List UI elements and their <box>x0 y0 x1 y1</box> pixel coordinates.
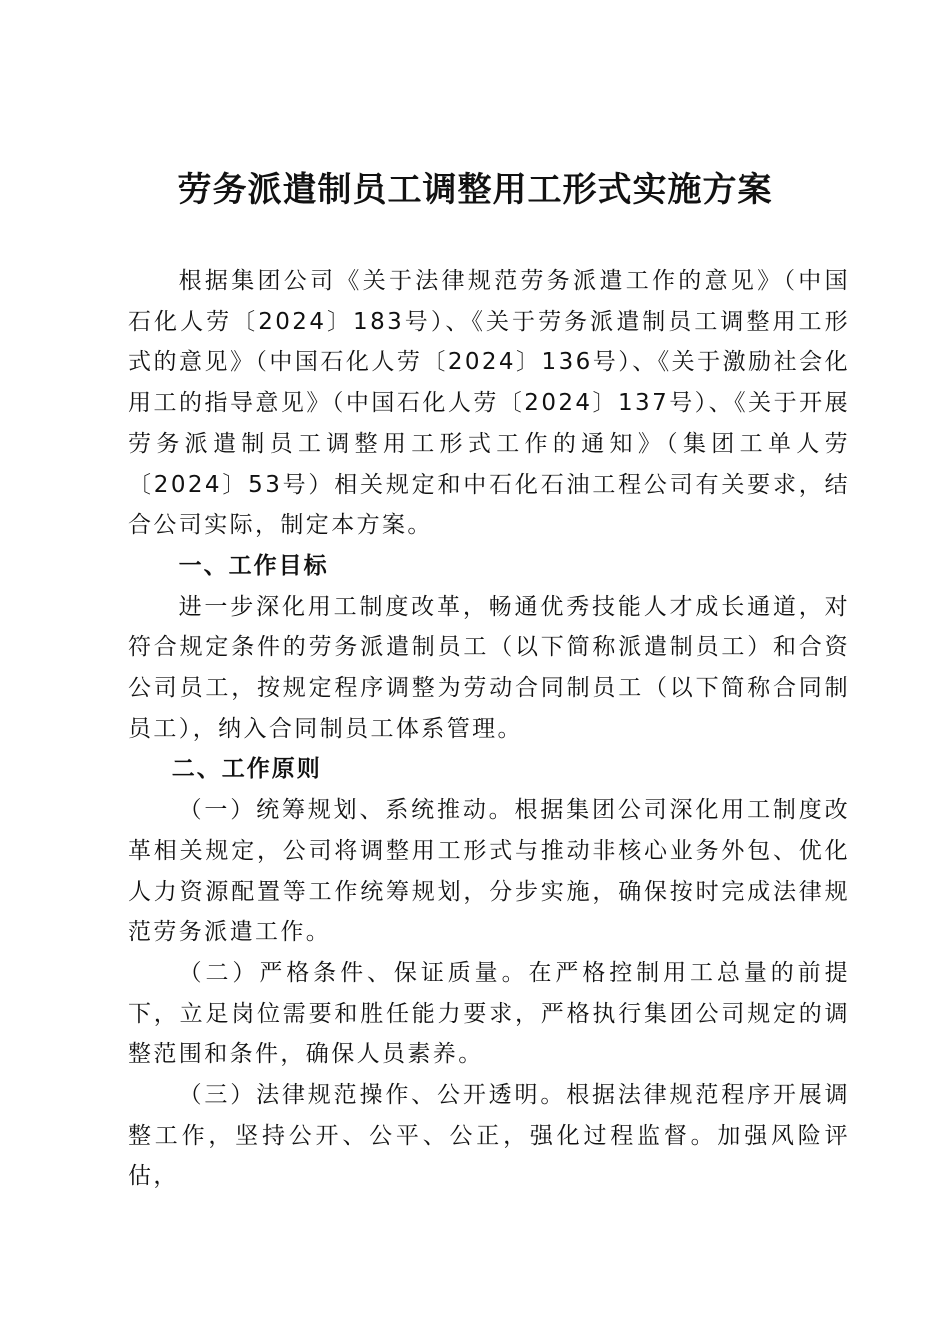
document-title: 劳务派遣制员工调整用工形式实施方案 <box>177 170 773 210</box>
section-heading-principles: 二、工作原则 <box>171 756 322 783</box>
section-heading-goals: 一、工作目标 <box>178 552 329 579</box>
principle-paragraph-3: （三）法律规范操作、公开透明。根据法律规范程序开展调整工作，坚持公开、公平、公正，强化过程监督。加强风险评估， <box>128 1082 850 1190</box>
principle-paragraph-2: （二）严格条件、保证质量。在严格控制用工总量的前提下，立足岗位需要和胜任能力要求，严格执行集团公司规定的调整范围和条件，确保人员素养。 <box>128 959 850 1068</box>
goals-paragraph: 进一步深化用工制度改革，畅通优秀技能人才成长通道，对符合规定条件的劳务派遣制员工（以下简称派遣制员工）和合资公司员工，按规定程序调整为劳动合同制员工（以下简称合同制员工），纳入合同制员工体系管理。 <box>128 593 850 742</box>
principle-paragraph-1: （一）统筹规划、系统推动。根据集团公司深化用工制度改革相关规定，公司将调整用工形式与推动非核心业务外包、优化人力资源配置等工作统筹规划，分步实施，确保按时完成法律规范劳务派遣工作。 <box>128 797 850 946</box>
document-body <box>128 261 850 1197</box>
intro-paragraph: 根据集团公司《关于法律规范劳务派遣工作的意见》（中国石化人劳〔2024〕183号）、《关于劳务派遣制员工调整用工形式的意见》（中国石化人劳〔2024〕136号）、《关于激励社会化用工的指导意见》（中国石化人劳〔2024〕137号）、《关于开展劳务派遣制员工调整用工形式工作的通知》（集团工单人劳〔2024〕53号）相关规定和中石化石油工程公司有关要求，结合公司实际，制定本方案。 <box>128 268 850 539</box>
